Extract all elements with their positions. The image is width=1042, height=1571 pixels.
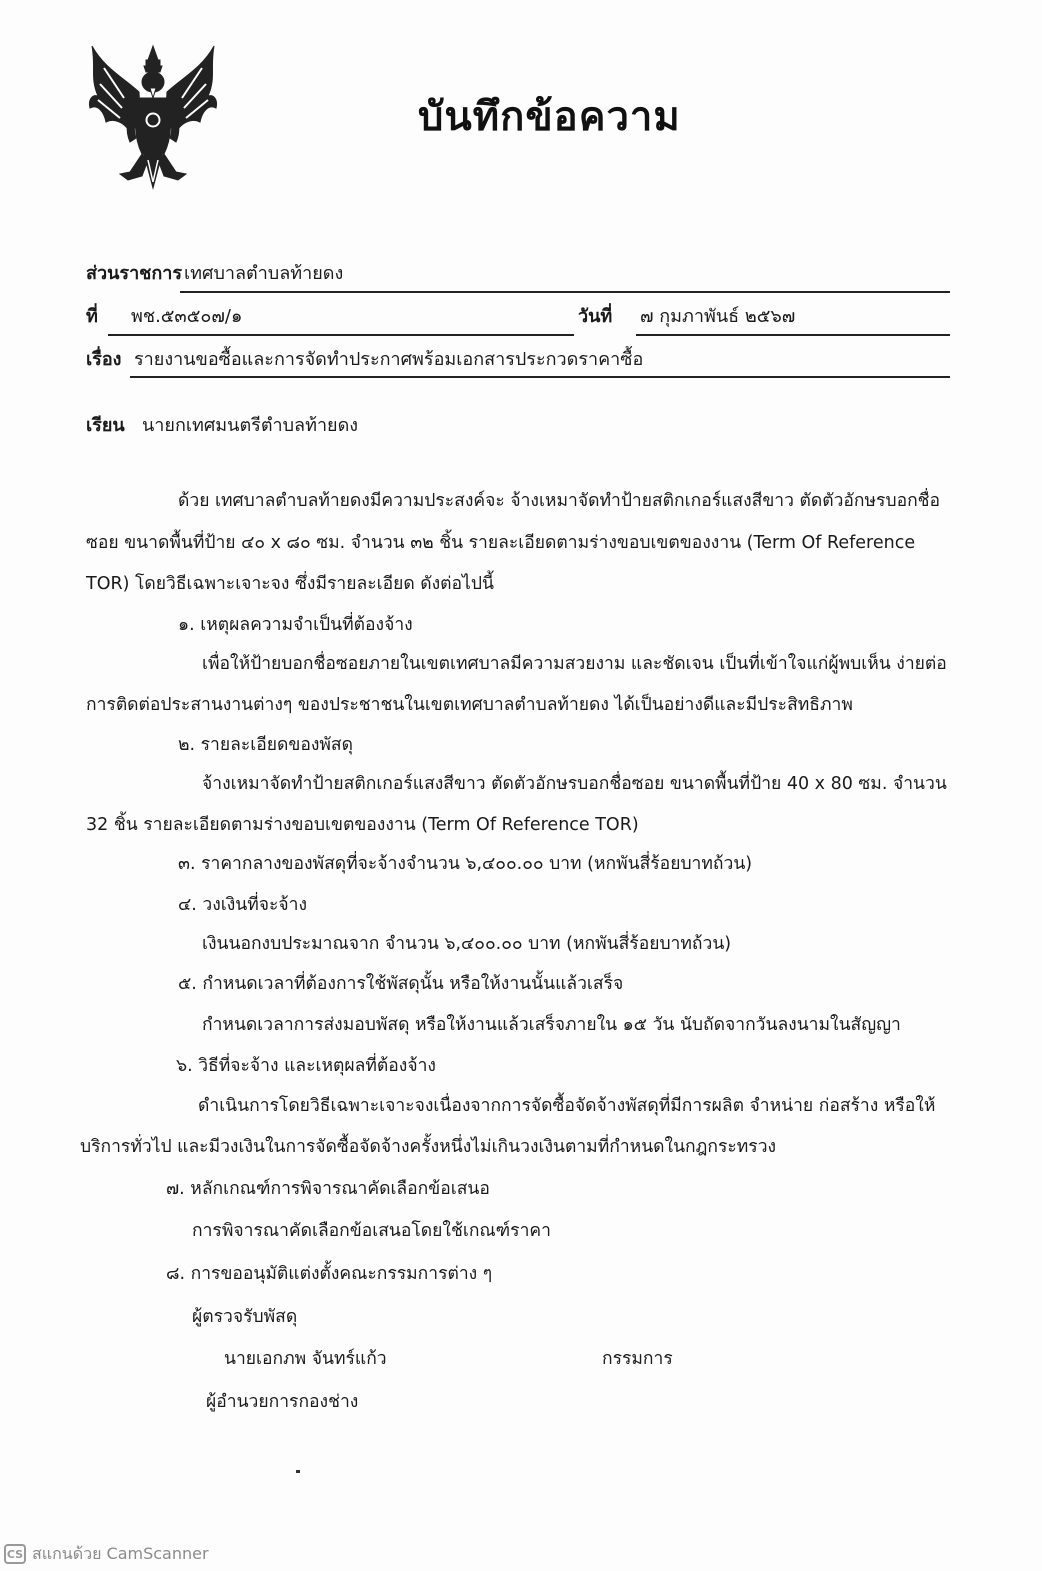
intro-line-3: TOR) โดยวิธีเฉพาะเจาะจง ซึ่งมีรายละเอียด ดังต่อไปนี้ — [86, 574, 494, 594]
section-8-heading: ๘. การขออนุมัติแต่งตั้งคณะกรรมการต่าง ๆ — [166, 1264, 493, 1284]
subject-value: รายงานขอซื้อและการจัดทำประกาศพร้อมเอกสารประกวดราคาซื้อ — [134, 349, 644, 370]
scanner-footer-text: สแกนด้วย CamScanner — [32, 1543, 209, 1563]
agency-underline — [180, 291, 950, 293]
date-label: วันที่ — [578, 306, 613, 327]
section-1-heading: ๑. เหตุผลความจำเป็นที่ต้องจ้าง — [178, 615, 413, 635]
document-title: บันทึกข้อความ — [418, 94, 681, 140]
section-6-line-1: ดำเนินการโดยวิธีเฉพาะเจาะจงเนื่องจากการจัดซื้อจัดจ้างพัสดุที่มีการผลิต จำหน่าย ก่อสร้าง หรือให้ — [198, 1096, 936, 1116]
salutation-value: นายกเทศมนตรีตำบลท้ายดง — [142, 415, 359, 436]
scanner-footer — [4, 1541, 209, 1567]
date-value: ๗ กุมภาพันธ์ ๒๕๖๗ — [640, 306, 796, 327]
committee-member-position: ผู้อำนวยการกองช่าง — [206, 1392, 359, 1412]
section-2-line-2: 32 ชิ้น รายละเอียดตามร่างขอบเขตของงาน (Term Of Reference TOR) — [86, 815, 639, 835]
garuda-emblem-icon — [84, 38, 222, 190]
section-7-heading: ๗. หลักเกณฑ์การพิจารณาคัดเลือกข้อเสนอ — [166, 1179, 490, 1199]
scan-speck — [296, 1470, 300, 1473]
section-4-heading: ๔. วงเงินที่จะจ้าง — [178, 895, 308, 915]
subject-label: เรื่อง — [86, 349, 122, 370]
section-6-line-2: บริการทั่วไป และมีวงเงินในการจัดซื้อจัดจ้างครั้งหนึ่งไม่เกินวงเงินตามที่กำหนดในกฎกระทรวง — [80, 1137, 777, 1157]
agency-value: เทศบาลตำบลท้ายดง — [184, 263, 344, 284]
ref-value: พช.๕๓๕๐๗/๑ — [131, 306, 243, 327]
salutation-label: เรียน — [86, 415, 125, 436]
section-7-line-1: การพิจารณาคัดเลือกข้อเสนอโดยใช้เกณฑ์ราคา — [192, 1221, 551, 1241]
section-1-line-1: เพื่อให้ป้ายบอกชื่อซอยภายในเขตเทศบาลมีความสวยงาม และชัดเจน เป็นที่เข้าใจแก่ผู้พบเห็น ง่ายต่อ — [202, 654, 947, 674]
section-2-heading: ๒. รายละเอียดของพัสดุ — [178, 735, 353, 755]
section-1-line-2: การติดต่อประสานงานต่างๆ ของประชาชนในเขตเทศบาลตำบลท้ายดง ได้เป็นอย่างดีและมีประสิทธิภาพ — [86, 695, 853, 715]
intro-line-2: ซอย ขนาดพื้นที่ป้าย ๔๐ x ๘๐ ซม. จำนวน ๓๒ ชิ้น รายละเอียดตามร่างขอบเขตของงาน (Term Of Reference — [86, 533, 916, 553]
section-3-heading: ๓. ราคากลางของพัสดุที่จะจ้างจำนวน ๖,๔๐๐.๐๐ บาท (หกพันสี่ร้อยบาทถ้วน) — [178, 854, 753, 874]
subject-underline — [130, 376, 950, 378]
section-5-line-1: กำหนดเวลาการส่งมอบพัสดุ หรือให้งานแล้วเสร็จภายใน ๑๕ วัน นับถัดจากวันลงนามในสัญญา — [202, 1015, 901, 1035]
section-4-line-1: เงินนอกงบประมาณจาก จำนวน ๖,๔๐๐.๐๐ บาท (หกพันสี่ร้อยบาทถ้วน) — [202, 934, 732, 954]
section-2-line-1: จ้างเหมาจัดทำป้ายสติกเกอร์แสงสีขาว ตัดตัวอักษรบอกชื่อซอย ขนาดพื้นที่ป้าย 40 x 80 ซม. จำนวน — [202, 774, 947, 794]
date-underline — [636, 334, 950, 336]
committee-member-name: นายเอกภพ จันทร์แก้ว — [224, 1349, 387, 1369]
agency-label: ส่วนราชการ — [86, 263, 183, 284]
intro-line-1: ด้วย เทศบาลตำบลท้ายดงมีความประสงค์จะ จ้างเหมาจัดทำป้ายสติกเกอร์แสงสีขาว ตัดตัวอักษรบอกชื่อ — [178, 491, 941, 511]
ref-label: ที่ — [86, 306, 98, 327]
section-5-heading: ๕. กำหนดเวลาที่ต้องการใช้พัสดุนั้น หรือให้งานนั้นแล้วเสร็จ — [178, 974, 624, 994]
ref-underline — [108, 334, 574, 336]
section-6-heading: ๖. วิธีที่จะจ้าง และเหตุผลที่ต้องจ้าง — [176, 1056, 436, 1076]
committee-member-role: กรรมการ — [602, 1349, 673, 1369]
camscanner-logo-icon: CS — [4, 1544, 26, 1564]
section-8-subheading: ผู้ตรวจรับพัสดุ — [192, 1307, 298, 1327]
